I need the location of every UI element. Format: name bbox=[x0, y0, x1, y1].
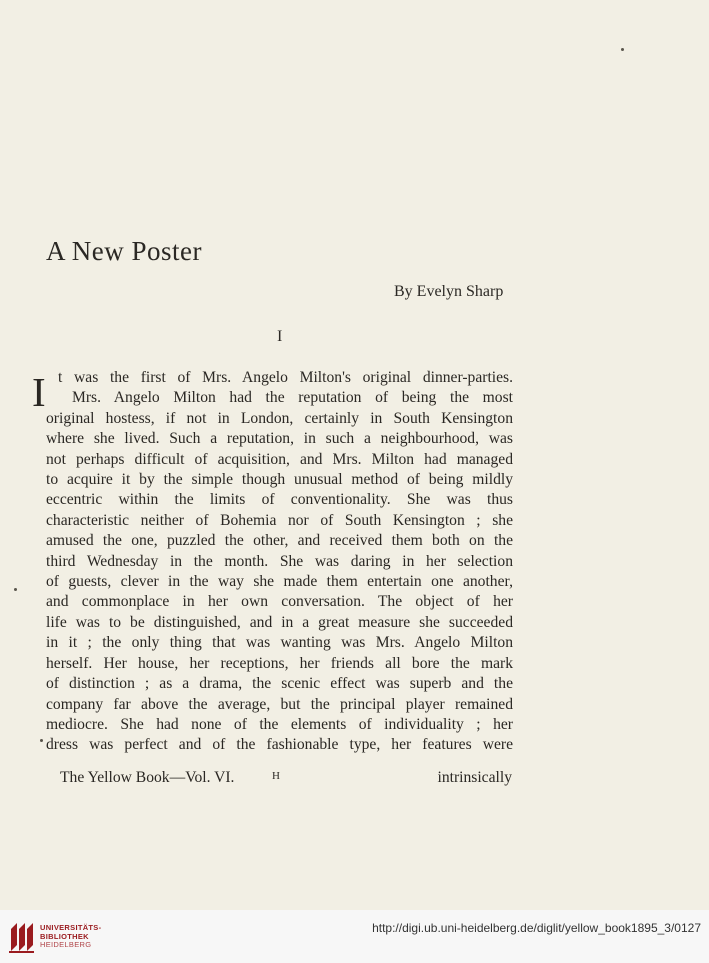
text-line: where she lived. Such a reputation, in such a neighbourhood, was bbox=[46, 430, 513, 448]
logo-line: HEIDELBERG bbox=[40, 940, 92, 949]
source-url-link[interactable]: http://digi.ub.uni-heidelberg.de/diglit/yellow_book1895_3/0127 bbox=[372, 921, 701, 935]
logo-line: BIBLIOTHEK bbox=[40, 931, 89, 941]
text-line: of guests, clever in the way she made them entertain one another, bbox=[46, 573, 513, 591]
catchword: intrinsically bbox=[437, 769, 512, 786]
text-line: to acquire it by the simple though unusual method of being mildly bbox=[46, 471, 513, 489]
library-footer-bar bbox=[0, 910, 709, 963]
text-line: t was the first of Mrs. Angelo Milton's original dinner-parties. bbox=[58, 369, 513, 386]
text-line: Mrs. Angelo Milton had the reputation of being the most bbox=[72, 389, 513, 407]
text-line: herself. Her house, her receptions, her friends all bore the mark bbox=[46, 654, 513, 672]
text-line: characteristic neither of Bohemia nor of South Kensington ; she bbox=[46, 511, 513, 529]
article-title: A New Poster bbox=[46, 236, 202, 266]
speck bbox=[14, 588, 17, 591]
library-logo-text[interactable] bbox=[40, 924, 101, 950]
text-line: company far above the average, but the principal player remained bbox=[46, 695, 513, 713]
drop-cap: I bbox=[32, 369, 46, 415]
text-line: in it ; the only thing that was wanting was Mrs. Angelo Milton bbox=[46, 634, 513, 652]
page-footer bbox=[60, 769, 512, 789]
author-byline: By Evelyn Sharp bbox=[394, 283, 504, 300]
text-line: dress was perfect and of the fashionable type, her features were bbox=[46, 736, 513, 754]
speck bbox=[621, 48, 624, 51]
journal-signature-line: The Yellow Book—Vol. VI. bbox=[60, 769, 235, 786]
text-line: life was to be distinguished, and in a great measure she succeeded bbox=[46, 613, 513, 631]
speck bbox=[40, 739, 43, 742]
text-line: not perhaps difficult of acquisition, and Mrs. Milton had managed bbox=[46, 450, 513, 468]
body-text bbox=[46, 368, 513, 756]
text-line: third Wednesday in the month. She was daring in her selection bbox=[46, 552, 513, 570]
logo-line: UNIVERSITÄTS- bbox=[40, 923, 102, 932]
section-number: I bbox=[277, 328, 283, 345]
text-line: original hostess, if not in London, certainly in South Kensington bbox=[46, 409, 513, 427]
gathering-signature: H bbox=[272, 770, 281, 782]
text-line: eccentric within the limits of conventionality. She was thus bbox=[46, 491, 513, 509]
text-line: and commonplace in her own conversation. The object of her bbox=[46, 593, 513, 611]
university-library-logo-icon bbox=[8, 920, 34, 954]
text-line: of distinction ; as a drama, the scenic effect was superb and the bbox=[46, 675, 513, 693]
text-line: mediocre. She had none of the elements of individuality ; her bbox=[46, 715, 513, 733]
text-line: amused the one, puzzled the other, and received them both on the bbox=[46, 532, 513, 550]
